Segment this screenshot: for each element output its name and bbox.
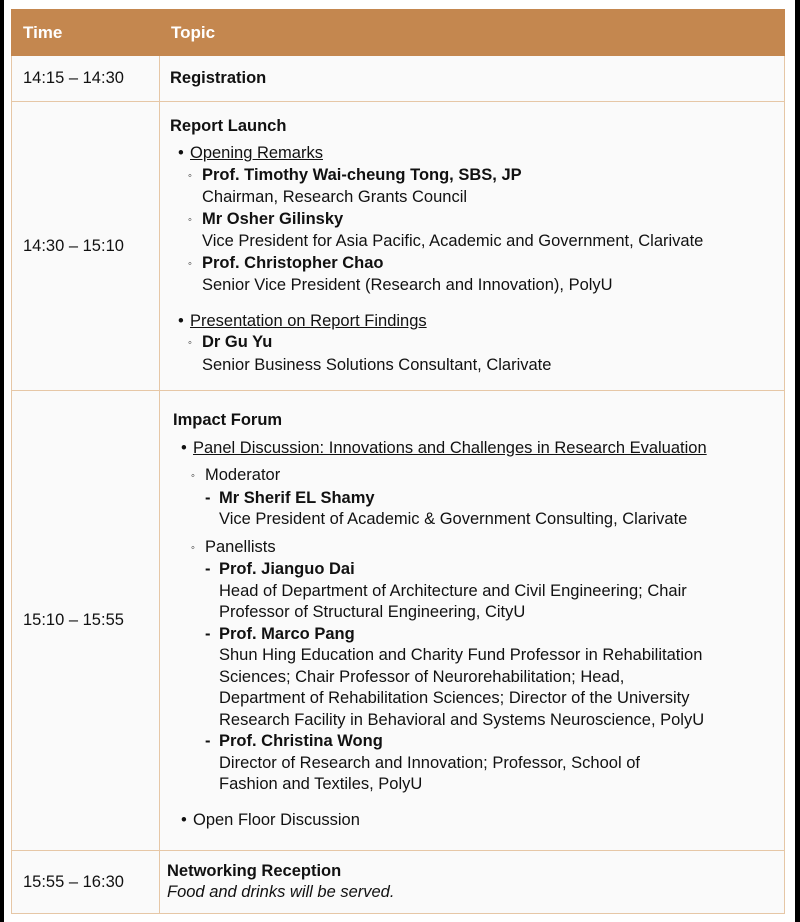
time-cell: 14:30 – 15:10	[12, 102, 160, 391]
circle-bullet-icon: ◦	[188, 257, 192, 270]
section-presentation	[170, 311, 776, 333]
section-panel-discussion	[173, 438, 776, 460]
speaker	[173, 488, 776, 510]
session-title: Networking Reception	[167, 861, 342, 880]
left-edge-bar	[0, 0, 4, 922]
speaker-role: Senior Business Solutions Consultant, Clarivate	[202, 355, 552, 374]
panellists-group	[173, 537, 776, 560]
circle-bullet-icon: ◦	[191, 541, 195, 554]
agenda-row-networking	[12, 851, 785, 914]
speaker-role: Chairman, Research Grants Council	[202, 188, 468, 207]
section-label: Panel Discussion: Innovations and Challenges in Research Evaluation	[193, 438, 707, 457]
speaker-name: Prof. Jianguo Dai	[219, 560, 355, 578]
speaker-role: Vice President for Asia Pacific, Academic and Government, Clarivate	[202, 232, 704, 251]
section-open-floor	[173, 810, 776, 832]
dash-bullet-icon: -	[205, 488, 211, 507]
time-cell: 14:15 – 14:30	[12, 56, 160, 102]
speaker-role: Director of Research and Innovation; Professor, School of Fashion and Textiles, PolyU	[219, 753, 640, 793]
dash-bullet-icon: -	[205, 732, 211, 750]
bullet-icon: •	[181, 810, 187, 829]
circle-bullet-icon: ◦	[191, 470, 195, 482]
session-title: Registration	[170, 68, 267, 87]
agenda-row-impact-forum	[12, 391, 785, 851]
topic-cell	[160, 56, 785, 102]
agenda-row-registration	[12, 56, 785, 102]
right-edge-bar	[795, 0, 800, 922]
speaker-role: Senior Vice President (Research and Innovation), PolyU	[202, 276, 613, 295]
speaker-name: Prof. Timothy Wai-cheung Tong, SBS, JP	[202, 165, 522, 184]
circle-bullet-icon: ◦	[188, 337, 192, 350]
speaker-role: Vice President of Academic & Government Consulting, Clarivate	[219, 510, 688, 528]
time-cell: 15:10 – 15:55	[12, 391, 160, 851]
group-label: Moderator	[205, 466, 281, 484]
topic-cell	[160, 851, 785, 914]
header-time: Time	[12, 10, 160, 56]
speaker-name: Prof. Christina Wong	[219, 732, 383, 750]
section-label: Presentation on Report Findings	[190, 311, 427, 330]
speaker-role: Head of Department of Architecture and Civil Engineering; Chair Professor of Structural Engineering, CityU	[219, 581, 687, 621]
speaker	[170, 209, 776, 232]
session-title: Report Launch	[170, 116, 287, 135]
agenda-row-report-launch	[12, 102, 785, 391]
speaker-name: Dr Gu Yu	[202, 333, 273, 352]
moderator-group	[173, 465, 776, 488]
speaker-name: Prof. Christopher Chao	[202, 253, 384, 272]
speaker	[173, 559, 776, 581]
speaker-name: Mr Osher Gilinsky	[202, 209, 344, 228]
bullet-icon: •	[178, 311, 184, 330]
session-title: Impact Forum	[173, 411, 283, 429]
topic-cell	[160, 102, 785, 391]
dash-bullet-icon: -	[205, 560, 211, 578]
circle-bullet-icon: ◦	[188, 169, 192, 182]
topic-cell	[160, 391, 785, 851]
section-label: Open Floor Discussion	[193, 810, 360, 829]
bullet-icon: •	[181, 438, 187, 457]
speaker	[173, 624, 776, 646]
time-cell: 15:55 – 16:30	[12, 851, 160, 914]
circle-bullet-icon: ◦	[188, 213, 192, 226]
agenda-table	[11, 9, 785, 914]
header-row	[12, 10, 785, 56]
speaker	[170, 253, 776, 276]
section-label: Opening Remarks	[190, 144, 323, 163]
bullet-icon: •	[178, 144, 184, 163]
session-note: Food and drinks will be served.	[167, 883, 395, 901]
speaker-name: Mr Sherif EL Shamy	[219, 488, 375, 507]
speaker-name: Prof. Marco Pang	[219, 624, 355, 643]
speaker	[173, 731, 776, 753]
speaker	[170, 332, 776, 355]
speaker	[170, 165, 776, 188]
speaker-role: Shun Hing Education and Charity Fund Professor in Rehabilitation Sciences; Chair Professor of Neurorehabilitation; Head, Department of Rehabilitation Sciences; Director of the University Research Facility in Behavioral and Systems Neuroscience, PolyU	[219, 646, 705, 729]
dash-bullet-icon: -	[205, 624, 211, 643]
section-opening-remarks	[170, 143, 776, 165]
group-label: Panellists	[205, 537, 276, 556]
header-topic: Topic	[160, 10, 785, 56]
